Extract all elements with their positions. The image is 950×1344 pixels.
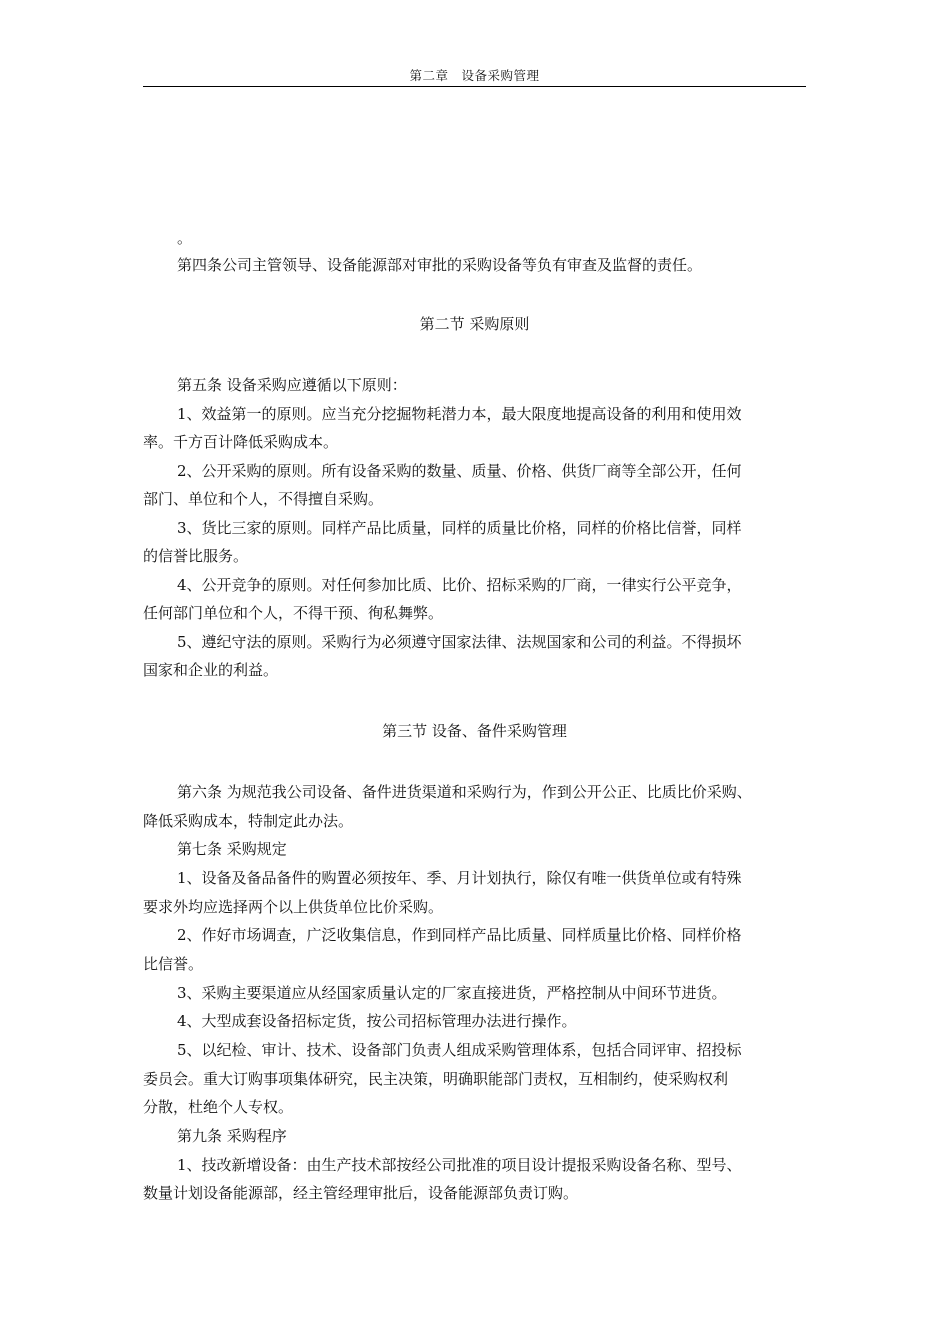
body-line-fragment: 。: [177, 229, 193, 247]
section-heading-2: 第二节 采购原则: [419, 315, 530, 333]
chapter-title: 第二章 设备采购管理: [409, 68, 540, 83]
page-header: [143, 66, 806, 87]
rule-5-line-3: 分散，杜绝个人专权。: [143, 1098, 294, 1116]
rule-5-line-1: 5、以纪检、审计、技术、设备部门负责人组成采购管理体系，包括合同评审、招投标: [177, 1041, 742, 1059]
article-5: 第五条 设备采购应遵循以下原则：: [177, 376, 407, 394]
procedure-1-line-1: 1、技改新增设备：由生产技术部按经公司批准的项目设计提报采购设备名称、型号、: [177, 1156, 742, 1174]
rule-2-line-2: 比信誉。: [143, 955, 204, 973]
principle-5-line-2: 国家和企业的利益。: [143, 661, 279, 679]
principle-3-line-2: 的信誉比服务。: [143, 547, 249, 565]
article-9: 第九条 采购程序: [177, 1127, 287, 1145]
rule-5-line-2: 委员会。重大订购事项集体研究，民主决策，明确职能部门责权，互相制约，使采购权利: [143, 1070, 729, 1088]
rule-1-line-2: 要求外均应选择两个以上供货单位比价采购。: [143, 898, 444, 916]
article-7: 第七条 采购规定: [177, 840, 287, 858]
rule-4: 4、大型成套设备招标定货，按公司招标管理办法进行操作。: [177, 1012, 577, 1030]
rule-3: 3、采购主要渠道应从经国家质量认定的厂家直接进货，严格控制从中间环节进货。: [177, 984, 727, 1002]
article-4: 第四条公司主管领导、设备能源部对审批的采购设备等负有审查及监督的责任。: [177, 256, 703, 274]
principle-4-line-2: 任何部门单位和个人，不得干预、徇私舞弊。: [143, 604, 444, 622]
principle-5-line-1: 5、遵纪守法的原则。采购行为必须遵守国家法律、法规国家和公司的利益。不得损坏: [177, 633, 742, 651]
rule-2-line-1: 2、作好市场调查，广泛收集信息，作到同样产品比质量、同样质量比价格、同样价格: [177, 926, 742, 944]
rule-1-line-1: 1、设备及备品备件的购置必须按年、季、月计划执行，除仅有唯一供货单位或有特殊: [177, 869, 742, 887]
principle-1-line-1: 1、效益第一的原则。应当充分挖掘物耗潜力本，最大限度地提高设备的利用和使用效: [177, 405, 742, 423]
section-heading-3: 第三节 设备、备件采购管理: [382, 722, 567, 740]
article-6-line-1: 第六条 为规范我公司设备、备件进货渠道和采购行为，作到公开公正、比质比价采购、: [177, 783, 752, 801]
principle-1-line-2: 率。千方百计降低采购成本。: [143, 433, 339, 451]
principle-2-line-1: 2、公开采购的原则。所有设备采购的数量、质量、价格、供货厂商等全部公开，任何: [177, 462, 742, 480]
principle-3-line-1: 3、货比三家的原则。同样产品比质量，同样的质量比价格，同样的价格比信誉，同样: [177, 519, 742, 537]
principle-4-line-1: 4、公开竞争的原则。对任何参加比质、比价、招标采购的厂商，一律实行公平竞争，: [177, 576, 742, 594]
principle-2-line-2: 部门、单位和个人，不得擅自采购。: [143, 490, 384, 508]
procedure-1-line-2: 数量计划设备能源部，经主管经理审批后，设备能源部负责订购。: [143, 1184, 579, 1202]
article-6-line-2: 降低采购成本，特制定此办法。: [143, 812, 354, 830]
